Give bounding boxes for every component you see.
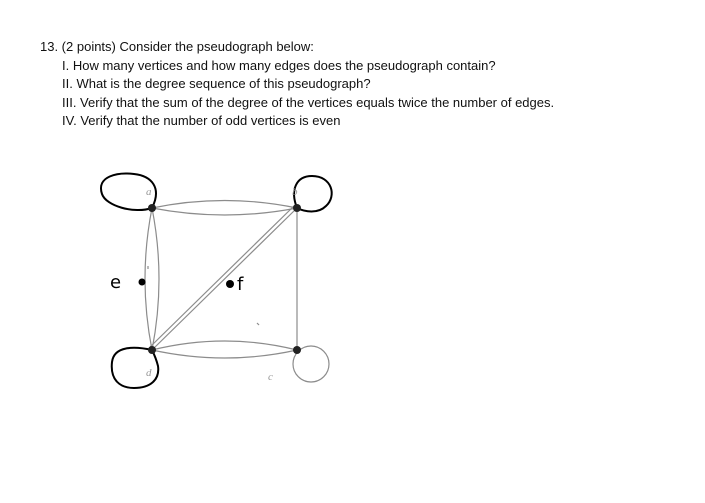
edge-ad-2: [152, 208, 159, 350]
vertex-e: [139, 279, 146, 286]
edge-dc-2: [152, 350, 297, 358]
question-list: [40, 57, 554, 131]
vertex-label-b: b: [292, 186, 298, 198]
edge-bd-1: [152, 208, 297, 350]
handwritten-label-f: f: [237, 274, 244, 295]
question-item-4: IV. Verify that the number of odd vertices is even: [62, 113, 341, 128]
vertex-f: [226, 280, 234, 288]
vertex-label-d: d: [146, 367, 152, 379]
question-title: 13. (2 points) Consider the pseudograph below:: [40, 39, 314, 54]
vertex-a: [148, 204, 156, 212]
vertex-c: [293, 346, 301, 354]
question-item-3: III. Verify that the sum of the degree of the vertices equals twice the number of edges.: [62, 94, 555, 110]
question-item-2: II. What is the degree sequence of this pseudograph?: [62, 76, 371, 91]
edge-ab-1: [152, 201, 297, 209]
vertex-label-c: c: [268, 371, 273, 383]
vertex-b: [293, 204, 301, 212]
vertex-d: [148, 346, 156, 354]
question-item-1: I. How many vertices and how many edges does the pseudograph contain?: [62, 57, 496, 73]
stray-mark: [257, 323, 259, 325]
vertex-label-a: a: [146, 186, 152, 198]
question-block: [40, 38, 554, 131]
edge-dc-1: [152, 341, 297, 350]
edge-bd-2: [150, 205, 295, 347]
pseudograph-svg: [90, 160, 360, 400]
pseudograph-figure: [90, 160, 360, 400]
handwritten-label-e: e: [110, 272, 122, 293]
edge-ab-2: [152, 208, 297, 215]
edge-ad-1: [145, 208, 152, 350]
